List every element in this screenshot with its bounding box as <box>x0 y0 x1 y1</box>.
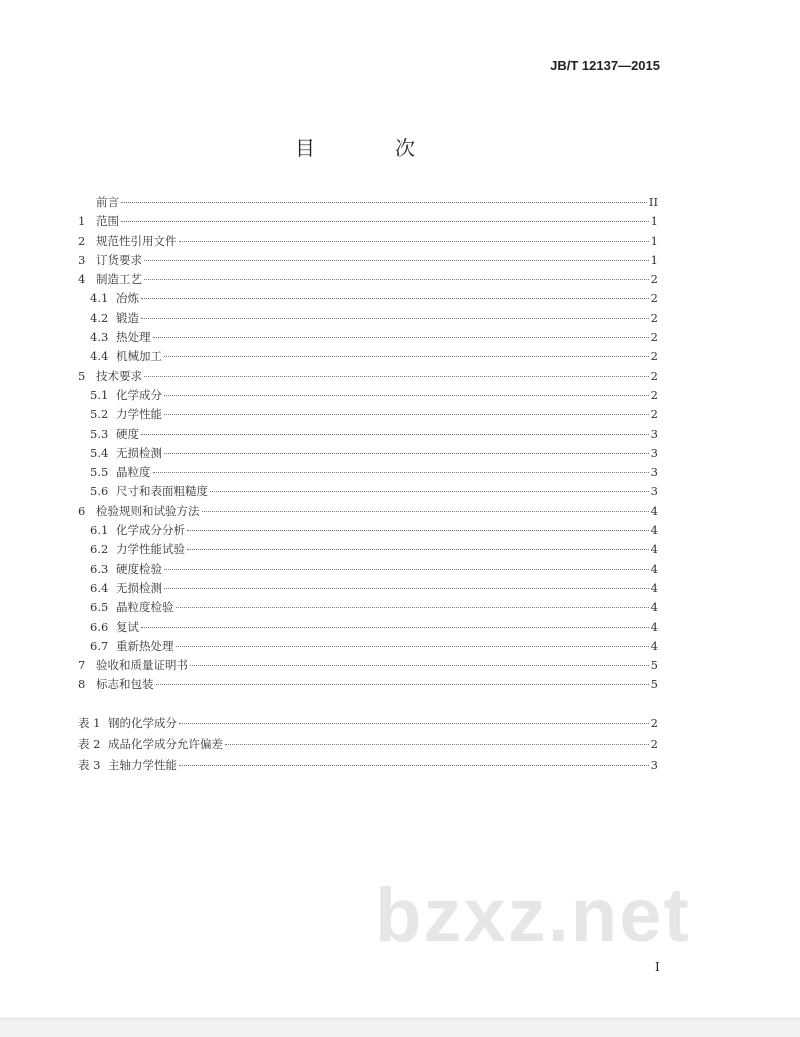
dot-leader <box>144 260 649 261</box>
entry-number: 3 <box>78 252 86 267</box>
entry-page: 4 <box>650 580 658 595</box>
entry-label: 硬度 <box>116 426 139 441</box>
entry-page: 4 <box>650 542 658 557</box>
entry-number: 表 1 <box>78 716 101 730</box>
entry-page: 3 <box>650 484 658 499</box>
entry-label: 检验规则和试验方法 <box>96 503 200 518</box>
dot-leader <box>141 627 649 628</box>
entry-label: 无损检测 <box>116 445 162 460</box>
dot-leader <box>164 414 649 415</box>
toc-entry[interactable] <box>78 387 658 406</box>
entry-number: 7 <box>78 658 86 673</box>
page-bottom-edge <box>0 1018 800 1037</box>
entry-number: 6.2 <box>90 542 109 557</box>
dot-leader <box>144 279 649 280</box>
dot-leader <box>179 723 649 724</box>
dot-leader <box>121 202 647 203</box>
toc-entry[interactable] <box>78 445 658 464</box>
entry-number: 8 <box>78 677 86 692</box>
dot-leader <box>156 684 649 685</box>
toc-entry[interactable] <box>78 541 658 560</box>
page-title: 目 次 <box>295 136 445 160</box>
entry-page: 2 <box>650 291 658 306</box>
list-of-tables <box>78 715 658 778</box>
toc-entry[interactable] <box>78 252 658 271</box>
entry-page: 2 <box>650 330 658 345</box>
entry-page: 4 <box>650 619 658 634</box>
entry-page: 2 <box>650 407 658 422</box>
dot-leader <box>164 569 649 570</box>
entry-number: 6.6 <box>90 619 109 634</box>
toc-entry[interactable] <box>78 580 658 599</box>
entry-label: 无损检测 <box>116 580 162 595</box>
entry-label: 成品化学成分允许偏差 <box>108 737 223 751</box>
entry-page: 3 <box>650 445 658 460</box>
entry-label: 化学成分分析 <box>116 523 185 538</box>
dot-leader <box>144 376 649 377</box>
dot-leader <box>176 646 649 647</box>
toc-entry[interactable] <box>78 715 658 736</box>
entry-page: 4 <box>650 523 658 538</box>
entry-label: 钢的化学成分 <box>108 716 177 730</box>
entry-page: 2 <box>650 310 658 325</box>
entry-page: 2 <box>650 349 658 364</box>
toc-entry[interactable] <box>78 638 658 657</box>
dot-leader <box>179 241 649 242</box>
entry-label: 机械加工 <box>116 349 162 364</box>
entry-page: 3 <box>650 426 658 441</box>
toc-entry[interactable] <box>78 194 658 213</box>
dot-leader <box>202 511 649 512</box>
entry-number: 4.4 <box>90 349 109 364</box>
toc-entry[interactable] <box>78 368 658 387</box>
dot-leader <box>121 221 649 222</box>
toc-entry[interactable] <box>78 757 658 778</box>
entry-label: 化学成分 <box>116 387 162 402</box>
entry-number: 6.4 <box>90 580 109 595</box>
entry-page: 5 <box>650 658 658 673</box>
entry-number: 6.7 <box>90 638 109 653</box>
toc-entry[interactable] <box>78 290 658 309</box>
entry-number: 5.6 <box>90 484 109 499</box>
toc-entry[interactable] <box>78 406 658 425</box>
dot-leader <box>141 298 649 299</box>
entry-number: 4 <box>78 272 86 287</box>
entry-number: 表 2 <box>78 737 101 751</box>
entry-number: 5.2 <box>90 407 109 422</box>
entry-label: 验收和质量证明书 <box>96 658 188 673</box>
entry-label: 力学性能 <box>116 407 162 422</box>
entry-label: 订货要求 <box>96 252 142 267</box>
toc-entry[interactable] <box>78 348 658 367</box>
entry-page: 3 <box>650 465 658 480</box>
entry-page: 1 <box>650 233 658 248</box>
entry-number: 5.3 <box>90 426 109 441</box>
entry-page: 5 <box>650 677 658 692</box>
entry-number: 5.5 <box>90 465 109 480</box>
entry-label: 规范性引用文件 <box>96 233 177 248</box>
entry-number: 6 <box>78 503 86 518</box>
entry-page: 2 <box>650 737 658 751</box>
toc-entry[interactable] <box>78 736 658 757</box>
entry-number: 2 <box>78 233 86 248</box>
entry-number: 5 <box>78 368 86 383</box>
entry-number: 表 3 <box>78 758 101 772</box>
entry-label: 晶粒度检验 <box>116 600 174 615</box>
dot-leader <box>153 472 649 473</box>
toc-entry[interactable] <box>78 522 658 541</box>
entry-page: 1 <box>650 252 658 267</box>
entry-number: 6.3 <box>90 561 109 576</box>
entry-label: 锻造 <box>116 310 139 325</box>
entry-page: 4 <box>650 600 658 615</box>
entry-label: 复试 <box>116 619 139 634</box>
entry-number: 1 <box>78 214 86 229</box>
dot-leader <box>179 765 649 766</box>
entry-page: 2 <box>650 387 658 402</box>
entry-label: 标志和包装 <box>96 677 154 692</box>
toc-entry[interactable] <box>78 619 658 638</box>
toc-entry[interactable] <box>78 213 658 232</box>
dot-leader <box>187 549 649 550</box>
entry-label: 晶粒度 <box>116 465 151 480</box>
entry-label: 前言 <box>96 195 119 209</box>
toc-entry[interactable] <box>78 271 658 290</box>
entry-label: 力学性能试验 <box>116 542 185 557</box>
toc-entry[interactable] <box>78 426 658 445</box>
toc-entry[interactable] <box>78 464 658 483</box>
entry-number: 5.4 <box>90 445 109 460</box>
dot-leader <box>164 356 649 357</box>
standard-code: JB/T 12137—2015 <box>550 58 660 73</box>
entry-page: 4 <box>650 503 658 518</box>
entry-page: 4 <box>650 561 658 576</box>
toc-entry[interactable] <box>78 561 658 580</box>
entry-page: 2 <box>650 368 658 383</box>
entry-label: 技术要求 <box>96 368 142 383</box>
entry-page: 2 <box>650 716 658 730</box>
toc-entry[interactable] <box>78 233 658 252</box>
toc-entry[interactable] <box>78 676 658 695</box>
entry-label: 制造工艺 <box>96 272 142 287</box>
toc-entry[interactable] <box>78 483 658 502</box>
entry-number: 4.1 <box>90 291 109 306</box>
toc-entry[interactable] <box>78 310 658 329</box>
entry-page: 2 <box>650 272 658 287</box>
entry-label: 范围 <box>96 214 119 229</box>
entry-page: 3 <box>650 758 658 772</box>
entry-label: 主轴力学性能 <box>108 758 177 772</box>
dot-leader <box>187 530 649 531</box>
dot-leader <box>164 395 649 396</box>
entry-number: 4.3 <box>90 330 109 345</box>
entry-number: 6.5 <box>90 600 109 615</box>
entry-label: 重新热处理 <box>116 638 174 653</box>
entry-number: 4.2 <box>90 310 109 325</box>
dot-leader <box>164 588 649 589</box>
entry-label: 热处理 <box>116 330 151 345</box>
entry-number: 6.1 <box>90 523 109 538</box>
watermark: bzxz.net <box>375 873 691 958</box>
dot-leader <box>141 434 649 435</box>
entry-number: 5.1 <box>90 387 109 402</box>
dot-leader <box>190 665 649 666</box>
entry-page: II <box>648 195 658 209</box>
page-number: I <box>655 960 660 974</box>
dot-leader <box>225 744 649 745</box>
dot-leader <box>164 453 649 454</box>
entry-label: 硬度检验 <box>116 561 162 576</box>
dot-leader <box>210 491 649 492</box>
entry-label: 尺寸和表面粗糙度 <box>116 484 208 499</box>
dot-leader <box>176 607 649 608</box>
toc-entry[interactable] <box>78 503 658 522</box>
entry-page: 4 <box>650 638 658 653</box>
toc-entry[interactable] <box>78 599 658 618</box>
dot-leader <box>141 318 649 319</box>
entry-label: 冶炼 <box>116 291 139 306</box>
table-of-contents <box>78 194 658 696</box>
entry-page: 1 <box>650 214 658 229</box>
toc-entry[interactable] <box>78 657 658 676</box>
dot-leader <box>153 337 649 338</box>
toc-entry[interactable] <box>78 329 658 348</box>
